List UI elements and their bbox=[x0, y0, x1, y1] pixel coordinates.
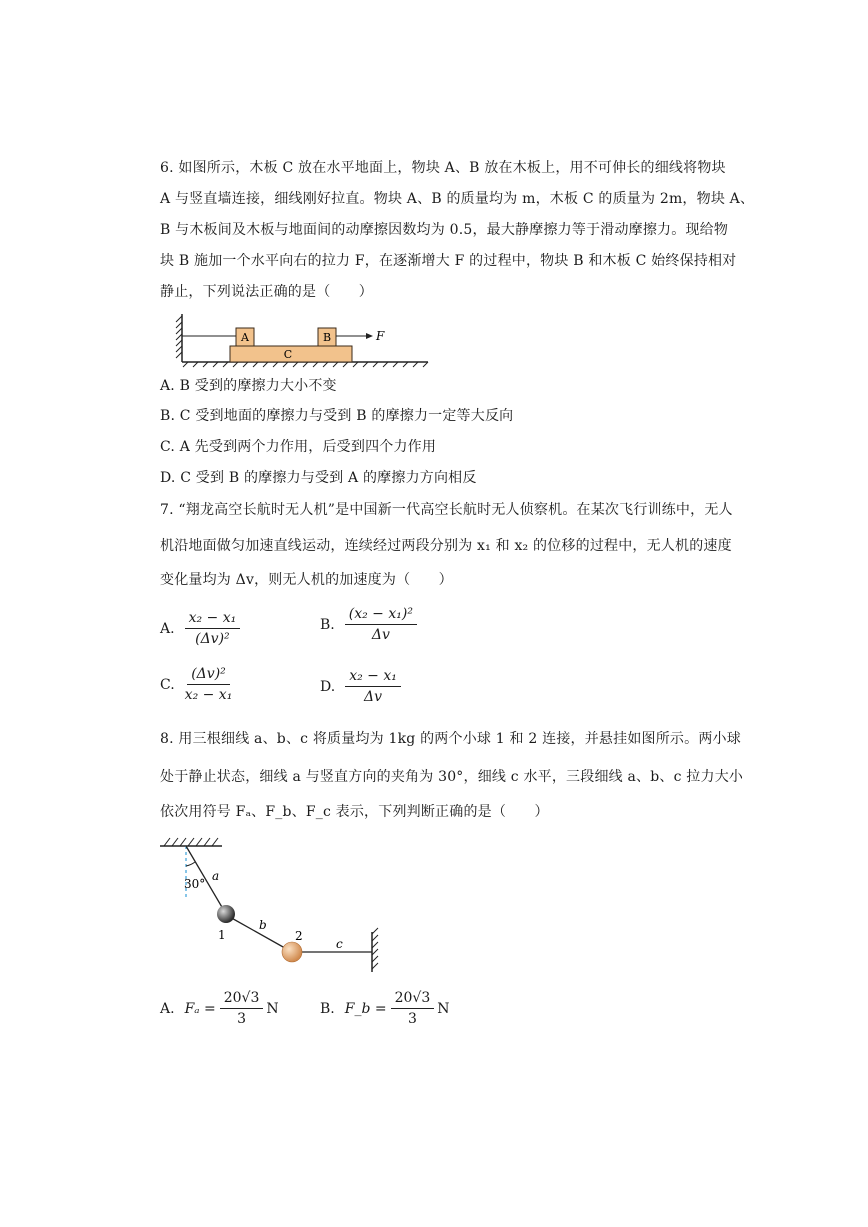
q6-line-5: 静止，下列说法正确的是（ ） bbox=[160, 284, 373, 300]
label-line-c: c bbox=[336, 937, 343, 951]
q7-option-a bbox=[160, 610, 240, 647]
q8-option-a-label: A. bbox=[160, 1000, 175, 1017]
label-line-a: a bbox=[212, 869, 220, 883]
q7-option-d-num: x₂ − x₁ bbox=[345, 668, 401, 687]
label-f: F bbox=[376, 329, 385, 343]
q8-option-b-lhs: F_b = bbox=[344, 1000, 387, 1017]
label-a: A bbox=[241, 331, 249, 344]
q6-option-b: B. C 受到地面的摩擦力与受到 B 的摩擦力一定等大反向 bbox=[160, 408, 514, 424]
q7-option-a-fraction bbox=[185, 610, 241, 647]
q8-line-2: 处于静止状态，细线 a 与竖直方向的夹角为 30°，细线 c 水平，三段细线 a、b、c 拉力大小 bbox=[160, 769, 744, 785]
q7-option-b-fraction bbox=[345, 606, 417, 643]
q7-line-2: 机沿地面做匀加速直线运动，连续经过两段分别为 x₁ 和 x₂ 的位移的过程中，无人机的速度 bbox=[160, 538, 732, 554]
q8-option-a-num: 20√3 bbox=[220, 990, 264, 1009]
q7-option-c bbox=[160, 666, 232, 703]
q8-option-a bbox=[160, 990, 279, 1027]
q7-option-a-label: A. bbox=[160, 620, 175, 637]
label-ball-2: 2 bbox=[295, 929, 303, 943]
q6-option-a: A. B 受到的摩擦力大小不变 bbox=[160, 378, 337, 394]
angle-label: 30° bbox=[184, 877, 206, 891]
q7-line-3: 变化量均为 Δv，则无人机的加速度为（ ） bbox=[160, 572, 453, 588]
q8-option-b-unit: N bbox=[437, 1000, 450, 1017]
q8-option-a-unit: N bbox=[266, 1000, 279, 1017]
q6-line-3: B 与木板间及木板与地面间的动摩擦因数均为 0.5，最大静摩擦力等于滑动摩擦力。现给物 bbox=[160, 222, 729, 238]
ball-1 bbox=[217, 905, 235, 923]
q7-option-c-num: (Δv)² bbox=[187, 666, 230, 685]
q8-line-3: 依次用符号 Fₐ、F_b、F_c 表示，下列判断正确的是（ ） bbox=[160, 804, 549, 820]
q7-option-b-den: Δv bbox=[371, 627, 390, 643]
q7-option-a-den: (Δv)² bbox=[195, 631, 230, 647]
q7-option-b-label: B. bbox=[320, 616, 335, 633]
q6-option-d: D. C 受到 B 的摩擦力与受到 A 的摩擦力方向相反 bbox=[160, 470, 477, 486]
q6-line-1: 6. 如图所示，木板 C 放在水平地面上，物块 A、B 放在木板上，用不可伸长的细线将物块 bbox=[160, 160, 726, 176]
q6-option-c: C. A 先受到两个力作用，后受到四个力作用 bbox=[160, 439, 437, 455]
q7-option-d-label: D. bbox=[320, 678, 336, 695]
q7-option-d bbox=[320, 668, 401, 705]
q6-line-4: 块 B 施加一个水平向右的拉力 F，在逐渐增大 F 的过程中，物块 B 和木板 C 始终保持相对 bbox=[160, 253, 737, 269]
q8-option-b bbox=[320, 990, 450, 1027]
q7-option-b-num: (x₂ − x₁)² bbox=[345, 606, 417, 625]
q7-option-d-fraction bbox=[345, 668, 401, 705]
q7-option-a-num: x₂ − x₁ bbox=[185, 610, 241, 629]
q7-option-c-label: C. bbox=[160, 676, 175, 693]
q8-option-a-den: 3 bbox=[237, 1011, 246, 1027]
label-c: C bbox=[283, 348, 293, 361]
q7-option-c-fraction bbox=[185, 666, 233, 703]
q8-option-a-lhs: Fₐ = bbox=[184, 1000, 216, 1017]
q7-option-b bbox=[320, 606, 417, 643]
label-ball-1: 1 bbox=[218, 928, 226, 942]
q8-option-b-fraction bbox=[391, 990, 435, 1027]
q8-option-a-fraction bbox=[220, 990, 264, 1027]
q8-line-1: 8. 用三根细线 a、b、c 将质量均为 1kg 的两个小球 1 和 2 连接，并悬挂如图所示。两小球 bbox=[160, 731, 741, 747]
q8-option-b-den: 3 bbox=[407, 1011, 417, 1027]
angle-arc bbox=[186, 862, 195, 866]
q7-option-c-den: x₂ − x₁ bbox=[184, 687, 233, 703]
label-b: B bbox=[322, 331, 332, 344]
ball-2 bbox=[282, 942, 302, 962]
q8-option-b-num: 20√3 bbox=[391, 990, 435, 1009]
label-line-b: b bbox=[259, 918, 267, 932]
q8-figure bbox=[156, 832, 396, 982]
q6-line-2: A 与竖直墙连接，细线刚好拉直。物块 A、B 的质量均为 m，木板 C 的质量为 2m，物块 A、 bbox=[160, 191, 755, 207]
q6-figure bbox=[170, 308, 440, 374]
q8-option-b-label: B. bbox=[320, 1000, 335, 1017]
q7-option-d-den: Δv bbox=[364, 689, 383, 705]
q7-line-1: 7. “翔龙高空长航时无人机”是中国新一代高空长航时无人侦察机。在某次飞行训练中，无人 bbox=[160, 502, 733, 518]
